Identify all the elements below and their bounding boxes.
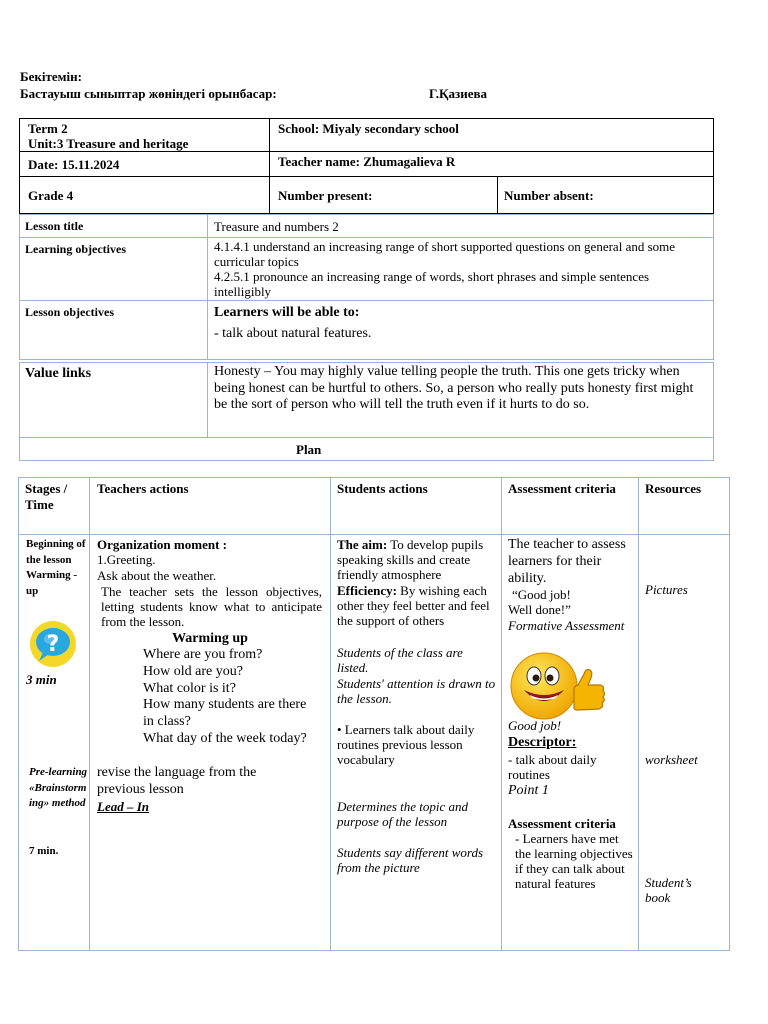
- thumbs-up-smiley-icon: [508, 650, 616, 720]
- question-item: Where are you from?: [143, 647, 263, 662]
- descriptor-title: Descriptor:: [508, 735, 577, 750]
- school-cell: [269, 118, 714, 152]
- value-links-text: Honesty – You may highly value telling people the truth. This one gets tricky when being honest can be hurtful to others. So, a person who really puts honesty first might be the sort of person who will tell the truth even if it hurts to do so.: [214, 364, 694, 412]
- question-item: How old are you?: [143, 663, 243, 679]
- good-job-quote: “Good job!: [512, 587, 571, 602]
- resources-cell: [638, 534, 730, 951]
- lesson-objectives-label-cell: [19, 300, 208, 360]
- lesson-objectives-label: Lesson objectives: [25, 305, 114, 319]
- aim-label: The aim:: [337, 537, 388, 552]
- plan-row: [19, 437, 714, 461]
- topic-text: Determines the topic and purpose of the lesson: [337, 799, 469, 829]
- term-text: Term 2: [28, 121, 68, 136]
- header-assessment: Assessment criteria: [508, 481, 616, 496]
- students-actions-cell: [330, 534, 502, 951]
- lesson-title-label: Lesson title: [25, 219, 84, 233]
- listed-text: Students of the class are listed.: [337, 645, 463, 675]
- header-students-cell: [330, 477, 502, 535]
- present-cell: [269, 176, 498, 214]
- lesson-objectives-cell: [207, 300, 714, 360]
- weather-text: Ask about the weather.: [97, 568, 217, 583]
- stage-time-1: 3 min: [26, 672, 57, 687]
- stages-cell: [18, 534, 90, 951]
- learning-objective-1: 4.1.4.1 understand an increasing range of short supported questions on general and some curricular topics: [214, 239, 676, 269]
- deputy-role: Бастауыш сыныптар жөніндегі орынбасар:: [20, 86, 277, 101]
- teacher-assess-text: The teacher to assess learners for their ability.: [508, 537, 626, 586]
- svg-text:?: ?: [46, 632, 60, 657]
- plan-heading: Plan: [296, 442, 322, 457]
- header-resources: Resources: [645, 481, 702, 496]
- warming-questions: [143, 647, 318, 748]
- criteria-text: - Learners have met the learning objectives if they can talk about natural features: [515, 831, 633, 891]
- present-text: Number present:: [278, 188, 373, 203]
- teacher-name-text: Teacher name: Zhumagalieva R: [278, 154, 456, 169]
- value-links-label-cell: [19, 362, 208, 438]
- absent-text: Number absent:: [504, 188, 594, 203]
- learning-objective-2: 4.2.5.1 pronounce an increasing range of words, short phrases and simple sentences intelligibly: [214, 269, 650, 299]
- grade-text: Grade 4: [28, 188, 74, 203]
- criteria-title: Assessment criteria: [508, 816, 616, 831]
- resource-pictures: Pictures: [645, 582, 688, 597]
- value-links-label: Value links: [25, 366, 92, 381]
- teacher-name-cell: [269, 151, 714, 177]
- objectives-text: The teacher sets the lesson objectives, letting students know what to anticipate from the lesson.: [101, 584, 322, 629]
- approve-label: Бекітемін:: [20, 69, 82, 84]
- lesson-title-value: Treasure and numbers 2: [214, 219, 339, 234]
- grade-cell: [19, 176, 270, 214]
- good-job-text: Good job!: [508, 718, 562, 733]
- efficiency-value: By wishing each other they feel better and feel the support of others: [337, 583, 490, 628]
- efficiency-text: [337, 583, 497, 628]
- lesson-title-value-cell: [207, 214, 714, 238]
- question-item: What day of the week today?: [143, 730, 307, 746]
- aim-text: [337, 537, 497, 582]
- unit-text: Unit:3 Treasure and heritage: [28, 136, 189, 151]
- stage-pre-learning: Pre-learning «Brainstorming» method: [29, 766, 88, 809]
- warming-up-title: Warming up: [172, 631, 248, 646]
- stage-time-2: 7 min.: [29, 845, 59, 857]
- question-item: What color is it?: [143, 680, 236, 696]
- descriptor-text: - talk about daily routines: [508, 752, 597, 782]
- attention-text: Students' attention is drawn to the lesson.: [337, 676, 496, 706]
- efficiency-label: Efficiency:: [337, 583, 397, 598]
- words-text: Students say different words from the picture: [337, 845, 484, 875]
- resource-book: Student’s book: [645, 875, 692, 905]
- lesson-objectives-title: Learners will be able to:: [214, 305, 360, 320]
- header-stages-cell: [18, 477, 90, 535]
- resource-worksheet: worksheet: [645, 752, 698, 767]
- learning-objectives-cell: [207, 237, 714, 301]
- absent-cell: [497, 176, 714, 214]
- header-resources-cell: [638, 477, 730, 535]
- lesson-objectives-item: - talk about natural features.: [214, 326, 372, 341]
- aim-value: To develop pupils speaking skills and create friendly atmosphere: [337, 537, 484, 582]
- point-text: Point 1: [508, 783, 549, 798]
- lead-in-title: Lead – In: [97, 799, 149, 814]
- header-teacher: Teachers actions: [97, 481, 189, 496]
- header-assessment-cell: [501, 477, 639, 535]
- learning-objectives-label: Learning objectives: [25, 242, 126, 256]
- org-moment-title: Organization moment :: [97, 537, 227, 552]
- deputy-name: Г.Қазиева: [429, 86, 487, 101]
- question-item: How many students are there in class?: [143, 697, 307, 730]
- talk-text: • Learners talk about daily routines previous lesson vocabulary: [337, 722, 475, 767]
- greeting-text: 1.Greeting.: [97, 552, 156, 567]
- header-stages: Stages / Time: [25, 481, 68, 512]
- formative-text: Formative Assessment: [508, 618, 625, 633]
- question-icon: [29, 620, 79, 670]
- lesson-title-label-cell: [19, 214, 208, 238]
- learning-objectives-label-cell: [19, 237, 208, 301]
- revise-text: revise the language from the previous lesson: [97, 765, 257, 797]
- header-students: Students actions: [337, 481, 428, 496]
- date-cell: [19, 151, 270, 177]
- header-teacher-cell: [89, 477, 331, 535]
- stage-warming-up: Beginning of the lesson Warming -up: [26, 538, 86, 597]
- well-done-text: Well done!”: [508, 602, 571, 617]
- term-cell: [19, 118, 270, 152]
- value-links-cell: [207, 362, 714, 438]
- assessment-cell: [501, 534, 639, 951]
- school-text: School: Miyaly secondary school: [278, 121, 459, 136]
- teacher-actions-cell: [89, 534, 331, 951]
- date-text: Date: 15.11.2024: [28, 157, 120, 172]
